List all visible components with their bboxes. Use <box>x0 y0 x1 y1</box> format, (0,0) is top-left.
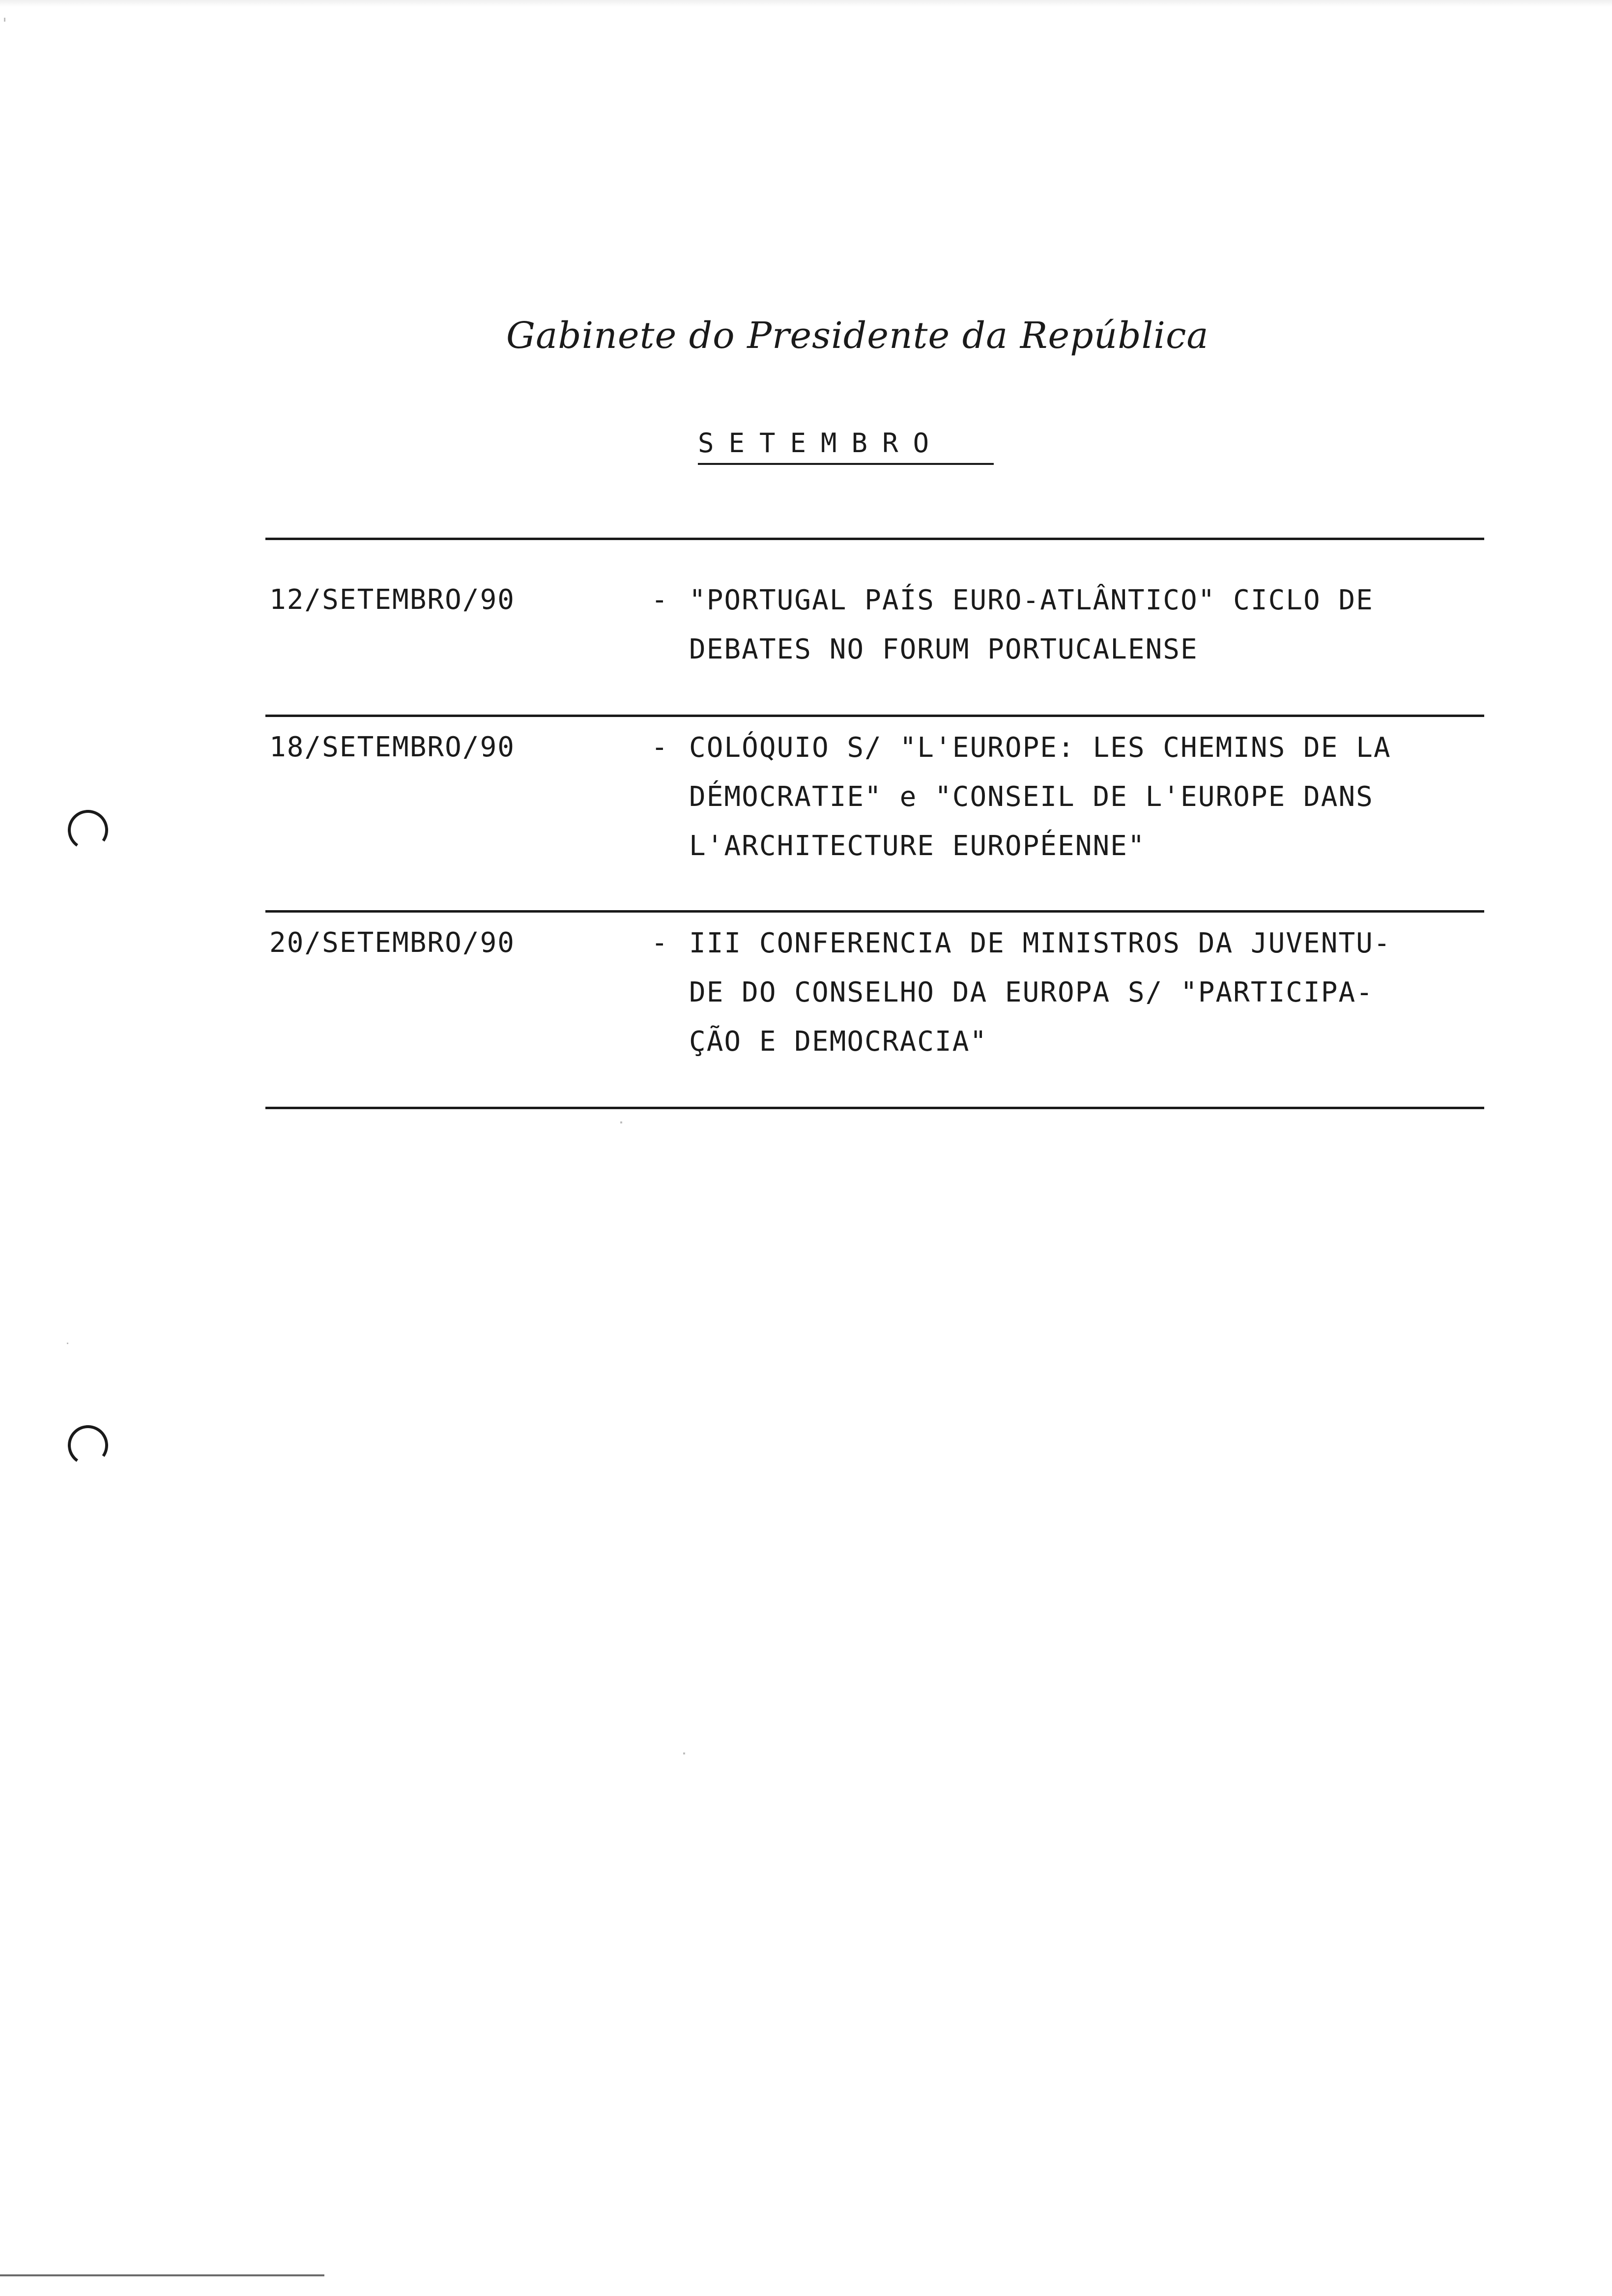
event-date: 20/SETEMBRO/90 <box>269 927 516 959</box>
month-title-underline <box>698 463 994 465</box>
event-description-line: DÉMOCRATIE" e "CONSEIL DE L'EUROPE DANS <box>689 781 1374 813</box>
scan-speck <box>4 18 5 22</box>
scan-edge-line <box>0 2274 324 2276</box>
table-rule-top <box>265 538 1484 540</box>
event-description-line: III CONFERENCIA DE MINISTROS DA JUVENTU- <box>689 927 1391 959</box>
event-description-line: COLÓQUIO S/ "L'EUROPE: LES CHEMINS DE LA <box>689 732 1391 764</box>
punch-hole-icon <box>65 807 112 854</box>
event-bullet-dash: - <box>651 731 668 763</box>
event-description-line: "PORTUGAL PAÍS EURO-ATLÂNTICO" CICLO DE <box>689 584 1374 616</box>
table-rule-bottom <box>265 1107 1484 1109</box>
event-description-line: DEBATES NO FORUM PORTUCALENSE <box>689 633 1198 665</box>
event-description <box>689 919 1485 1066</box>
event-description-line: ÇÃO E DEMOCRACIA" <box>689 1026 988 1058</box>
event-description-line: DE DO CONSELHO DA EUROPA S/ "PARTICIPA- <box>689 976 1374 1008</box>
event-description-line: L'ARCHITECTURE EUROPÉENNE" <box>689 830 1146 862</box>
event-bullet-dash: - <box>651 927 668 959</box>
table-rule <box>265 715 1484 717</box>
event-bullet-dash: - <box>651 584 668 616</box>
scan-speck <box>683 1752 685 1754</box>
scan-speck <box>67 1343 68 1344</box>
scan-speck <box>620 1121 622 1123</box>
letterhead: Gabinete do Presidente da República <box>506 315 1209 357</box>
event-description <box>689 723 1485 871</box>
table-rule <box>265 910 1484 913</box>
event-description <box>689 576 1485 674</box>
event-date: 12/SETEMBRO/90 <box>269 584 516 616</box>
punch-hole-icon <box>65 1422 112 1469</box>
scan-edge-shadow <box>0 0 1612 7</box>
month-title: SETEMBRO <box>698 428 944 459</box>
event-date: 18/SETEMBRO/90 <box>269 731 516 763</box>
